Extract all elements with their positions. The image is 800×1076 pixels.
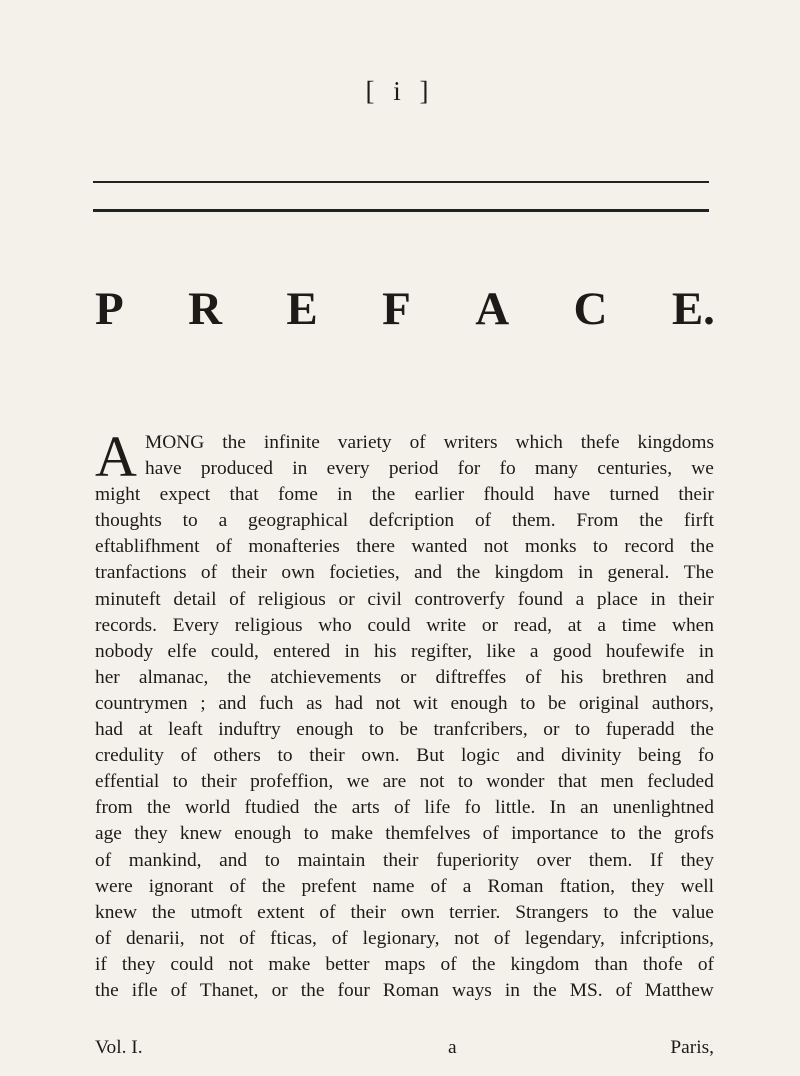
- word: terrier.: [449, 901, 501, 923]
- word: earlier: [414, 484, 465, 506]
- word: the: [222, 432, 246, 453]
- text-line: [95, 769, 714, 795]
- word: thoughts: [95, 510, 162, 532]
- word: fo: [464, 797, 481, 819]
- word: a: [462, 875, 472, 897]
- word: fticas,: [270, 927, 317, 949]
- word: fhould: [483, 484, 535, 506]
- word: or: [481, 614, 498, 636]
- word: of: [482, 823, 499, 845]
- word: to: [182, 510, 198, 532]
- word: they: [680, 849, 714, 871]
- word: a: [218, 510, 228, 532]
- word: kingdoms: [637, 432, 714, 453]
- word: and: [516, 745, 545, 767]
- word: four: [337, 979, 370, 1001]
- title-letter: A: [475, 283, 510, 335]
- word: or: [338, 588, 355, 610]
- word: to: [264, 849, 280, 871]
- word: kingdom: [510, 953, 580, 975]
- word: had: [334, 692, 363, 714]
- word: an: [580, 797, 599, 819]
- word: of: [525, 666, 542, 688]
- word: in: [577, 562, 594, 584]
- text-line: [95, 743, 714, 769]
- text-line: [95, 926, 714, 952]
- word: than: [594, 953, 628, 975]
- text-line: [95, 587, 714, 613]
- word: not: [483, 536, 509, 558]
- word: or: [543, 719, 560, 741]
- word: the: [638, 823, 662, 845]
- page-footer: [95, 1037, 714, 1059]
- word: their: [382, 849, 419, 871]
- text-line: [95, 456, 714, 482]
- word: of: [474, 510, 492, 532]
- word: of: [493, 927, 511, 949]
- word: enough: [234, 823, 292, 845]
- word: which: [515, 432, 563, 453]
- word: fo: [697, 745, 714, 767]
- word: period: [388, 458, 439, 480]
- word: the: [533, 979, 557, 1001]
- word: original: [578, 692, 640, 714]
- word: focieties,: [329, 562, 400, 584]
- word: eftablifhment: [95, 536, 200, 558]
- word: defcription: [369, 510, 455, 532]
- page-number: [ i ]: [365, 76, 435, 106]
- word: The: [683, 562, 714, 584]
- word: being: [638, 745, 682, 767]
- word: of: [430, 875, 447, 897]
- word: infcriptions,: [619, 927, 714, 949]
- word: and: [414, 562, 443, 584]
- word: of: [409, 432, 426, 453]
- word: their: [309, 745, 345, 767]
- word: wit: [413, 692, 438, 714]
- word: ignorant: [148, 875, 214, 897]
- text-line: [95, 978, 714, 1004]
- word: to: [592, 536, 609, 558]
- word: to: [520, 692, 536, 714]
- catchword: Paris,: [670, 1037, 714, 1058]
- word: their: [350, 901, 386, 923]
- word: found: [517, 588, 563, 610]
- word: importance: [511, 823, 599, 845]
- title-letter: R: [188, 283, 223, 335]
- word: atchievements: [270, 666, 382, 688]
- word: But: [416, 745, 445, 767]
- word: not: [199, 927, 225, 949]
- word: his: [560, 666, 584, 688]
- word: ftation,: [559, 875, 616, 897]
- word: in: [504, 979, 520, 1001]
- word: authors,: [651, 692, 714, 714]
- word: controverfy: [414, 588, 505, 610]
- word: them.: [511, 510, 556, 532]
- signature-mark: a: [448, 1037, 457, 1058]
- word: be: [547, 692, 567, 714]
- text-line: [95, 900, 714, 926]
- word: not: [375, 692, 401, 714]
- word: detail: [173, 588, 217, 610]
- bottom-rule: [93, 209, 709, 212]
- word: logic: [460, 745, 500, 767]
- title-letter: F: [382, 283, 411, 335]
- word: infinite: [263, 432, 320, 453]
- word: if: [95, 953, 107, 975]
- word: others: [213, 745, 261, 767]
- word: religious: [234, 614, 303, 636]
- word: the: [151, 901, 176, 923]
- word: from: [95, 797, 133, 819]
- word: In: [549, 797, 566, 819]
- word: to: [457, 771, 473, 793]
- word: have: [553, 484, 591, 506]
- word: have: [145, 458, 182, 480]
- word: nobody: [95, 640, 154, 662]
- word: a: [529, 640, 539, 662]
- volume-label: Vol. I.: [95, 1037, 143, 1058]
- word: knew: [95, 901, 138, 923]
- word: credulity: [95, 745, 164, 767]
- word: houfewife: [605, 640, 685, 662]
- word: wanted: [411, 536, 468, 558]
- title-letter: E.: [671, 283, 715, 335]
- word: minuteft: [95, 588, 161, 610]
- word: that: [229, 484, 259, 506]
- word: the: [639, 510, 663, 532]
- word: the: [456, 562, 481, 584]
- word: wonder: [486, 771, 545, 793]
- text-line: [95, 665, 714, 691]
- word: tranfcribers,: [433, 719, 528, 741]
- word: effential: [95, 771, 160, 793]
- word: her: [95, 666, 120, 688]
- word: ftudied: [244, 797, 300, 819]
- word: write: [426, 614, 467, 636]
- word: for: [457, 458, 481, 480]
- word: variety: [337, 432, 392, 453]
- word: the: [146, 797, 171, 819]
- word: expect: [159, 484, 211, 506]
- word: and: [218, 692, 247, 714]
- word: they: [134, 823, 168, 845]
- word: geographical: [248, 510, 349, 532]
- word: of: [319, 901, 336, 923]
- word: fuperiority: [436, 849, 520, 871]
- word: in: [650, 588, 666, 610]
- word: like: [486, 640, 516, 662]
- word: good: [552, 640, 592, 662]
- word: the: [371, 484, 396, 506]
- text-line: [95, 848, 714, 874]
- word: at: [567, 614, 582, 636]
- word: the: [313, 797, 338, 819]
- word: we: [346, 771, 370, 793]
- word: were: [95, 875, 133, 897]
- word: value: [671, 901, 714, 923]
- word: they: [121, 953, 156, 975]
- word: unenlightned: [612, 797, 714, 819]
- word: almanac,: [138, 666, 209, 688]
- word: Matthew: [644, 979, 714, 1001]
- text-line: [95, 430, 714, 456]
- word: Thanet,: [199, 979, 259, 1001]
- word: world: [184, 797, 231, 819]
- word: their: [201, 771, 237, 793]
- text-line: [95, 691, 714, 717]
- word: firft: [683, 510, 714, 532]
- word: profeffion,: [250, 771, 334, 793]
- word: turned: [609, 484, 659, 506]
- word: to: [575, 719, 591, 741]
- word: centuries,: [597, 458, 673, 480]
- word: could: [367, 614, 411, 636]
- word: monks: [524, 536, 577, 558]
- word: in: [292, 458, 308, 480]
- word: life: [424, 797, 451, 819]
- word: countrymen: [95, 692, 188, 714]
- word: every: [326, 458, 370, 480]
- word: his: [373, 640, 397, 662]
- word: of: [229, 875, 246, 897]
- text-line: [95, 613, 714, 639]
- word: to: [603, 901, 619, 923]
- word: arts: [351, 797, 380, 819]
- page-title: [95, 283, 715, 335]
- word: of: [200, 562, 218, 584]
- word: at: [138, 719, 153, 741]
- word: make: [331, 823, 373, 845]
- word: that: [557, 771, 587, 793]
- word: own: [281, 562, 315, 584]
- word: enough: [296, 719, 354, 741]
- text-line: [95, 508, 714, 534]
- word: there: [356, 536, 395, 558]
- word: who: [318, 614, 352, 636]
- word: ways: [451, 979, 492, 1001]
- title-letter: C: [573, 283, 608, 335]
- word: are: [382, 771, 407, 793]
- word: be: [399, 719, 418, 741]
- preface-body: [95, 424, 714, 1004]
- word: maintain: [297, 849, 366, 871]
- word: divinity: [561, 745, 622, 767]
- word: fome: [277, 484, 318, 506]
- word: of: [615, 979, 632, 1001]
- word: the: [95, 979, 119, 1001]
- word: the: [471, 953, 496, 975]
- word: produced: [200, 458, 273, 480]
- word: denarii,: [125, 927, 185, 949]
- word: to: [610, 823, 626, 845]
- word: of: [95, 927, 112, 949]
- word: we: [691, 458, 714, 480]
- word: Roman: [487, 875, 544, 897]
- word: grofs: [674, 823, 714, 845]
- text-line: [95, 639, 714, 665]
- word: little.: [494, 797, 536, 819]
- word: of: [331, 927, 348, 949]
- top-rule: [93, 181, 709, 183]
- word: not: [228, 953, 254, 975]
- text-line: [95, 952, 714, 978]
- word: the: [300, 979, 325, 1001]
- word: ifle: [131, 979, 158, 1001]
- word: place: [596, 588, 638, 610]
- text-line: [95, 717, 714, 743]
- word: them.: [588, 849, 633, 871]
- word: many: [534, 458, 578, 480]
- word: better: [325, 953, 370, 975]
- word: mankind,: [128, 849, 202, 871]
- word: legionary,: [362, 927, 440, 949]
- word: they: [631, 875, 665, 897]
- word: not: [419, 771, 445, 793]
- word: could,: [210, 640, 259, 662]
- word: or: [400, 666, 417, 688]
- text-line: [95, 482, 714, 508]
- word: in: [344, 640, 360, 662]
- word: read,: [513, 614, 552, 636]
- word: their: [678, 588, 714, 610]
- word: age: [95, 823, 122, 845]
- word: to: [277, 745, 293, 767]
- word: of: [215, 536, 232, 558]
- word: as: [306, 692, 323, 714]
- word: make: [268, 953, 311, 975]
- word: of: [95, 849, 112, 871]
- drop-cap: A: [95, 424, 137, 489]
- title-letter: E: [286, 283, 318, 335]
- word: not: [454, 927, 480, 949]
- word: fuperadd: [605, 719, 675, 741]
- word: general.: [607, 562, 670, 584]
- text-line: [95, 795, 714, 821]
- word: their: [231, 562, 268, 584]
- word: the: [633, 901, 658, 923]
- word: themfelves: [385, 823, 471, 845]
- word: writers: [443, 432, 498, 453]
- word: name: [372, 875, 415, 897]
- word: of: [180, 745, 197, 767]
- word: monafteries: [248, 536, 340, 558]
- word: and: [219, 849, 248, 871]
- word: the: [227, 666, 252, 688]
- word: when: [671, 614, 714, 636]
- word: their: [678, 484, 714, 506]
- word: own: [400, 901, 435, 923]
- word: tranfactions: [95, 562, 187, 584]
- word: thefe: [580, 432, 620, 453]
- word: regifter,: [410, 640, 473, 662]
- word: ;: [200, 692, 206, 714]
- word: Strangers: [515, 901, 589, 923]
- word: utmoft: [190, 901, 243, 923]
- word: leaft: [168, 719, 203, 741]
- word: to: [368, 719, 385, 741]
- word: brethren: [602, 666, 667, 688]
- word: to: [303, 823, 319, 845]
- word: to: [172, 771, 188, 793]
- word: men: [600, 771, 634, 793]
- word: MS.: [569, 979, 603, 1001]
- word: religious: [258, 588, 326, 610]
- word: in: [698, 640, 714, 662]
- word: time: [621, 614, 657, 636]
- word: of: [393, 797, 411, 819]
- word: might: [95, 484, 141, 506]
- word: knew: [179, 823, 222, 845]
- word: in: [337, 484, 353, 506]
- word: of: [170, 979, 187, 1001]
- word: civil: [367, 588, 402, 610]
- text-line: [95, 560, 714, 586]
- word: Every: [172, 614, 219, 636]
- word: record: [624, 536, 674, 558]
- word: fo: [499, 458, 516, 480]
- word: elfe: [167, 640, 197, 662]
- word: legendary,: [524, 927, 605, 949]
- text-line: [95, 874, 714, 900]
- word: maps: [384, 953, 426, 975]
- word: own.: [361, 745, 400, 767]
- title-letter: P: [95, 283, 124, 335]
- word: fuch: [258, 692, 294, 714]
- word: of: [239, 927, 256, 949]
- word: induftry: [218, 719, 281, 741]
- word: entered: [273, 640, 331, 662]
- word: or: [271, 979, 288, 1001]
- word: of: [697, 953, 714, 975]
- word: kingdom: [494, 562, 564, 584]
- word: and: [685, 666, 714, 688]
- word: extent: [257, 901, 305, 923]
- word: records.: [95, 614, 157, 636]
- word: the: [690, 719, 714, 741]
- word: over: [536, 849, 572, 871]
- word: fecluded: [647, 771, 714, 793]
- word: well: [680, 875, 714, 897]
- word: prefent: [301, 875, 357, 897]
- word: If: [650, 849, 663, 871]
- word: a: [597, 614, 607, 636]
- word: diftreffes: [435, 666, 507, 688]
- word: From: [576, 510, 619, 532]
- word: MONG: [145, 432, 205, 453]
- word: the: [261, 875, 286, 897]
- word: of: [440, 953, 457, 975]
- word: the: [690, 536, 714, 558]
- word: enough: [450, 692, 508, 714]
- word: of: [229, 588, 246, 610]
- word: had: [95, 719, 123, 741]
- text-line: [95, 821, 714, 847]
- text-line: [95, 534, 714, 560]
- word: thofe: [642, 953, 683, 975]
- word: Roman: [382, 979, 439, 1001]
- word: could: [170, 953, 214, 975]
- word: a: [575, 588, 585, 610]
